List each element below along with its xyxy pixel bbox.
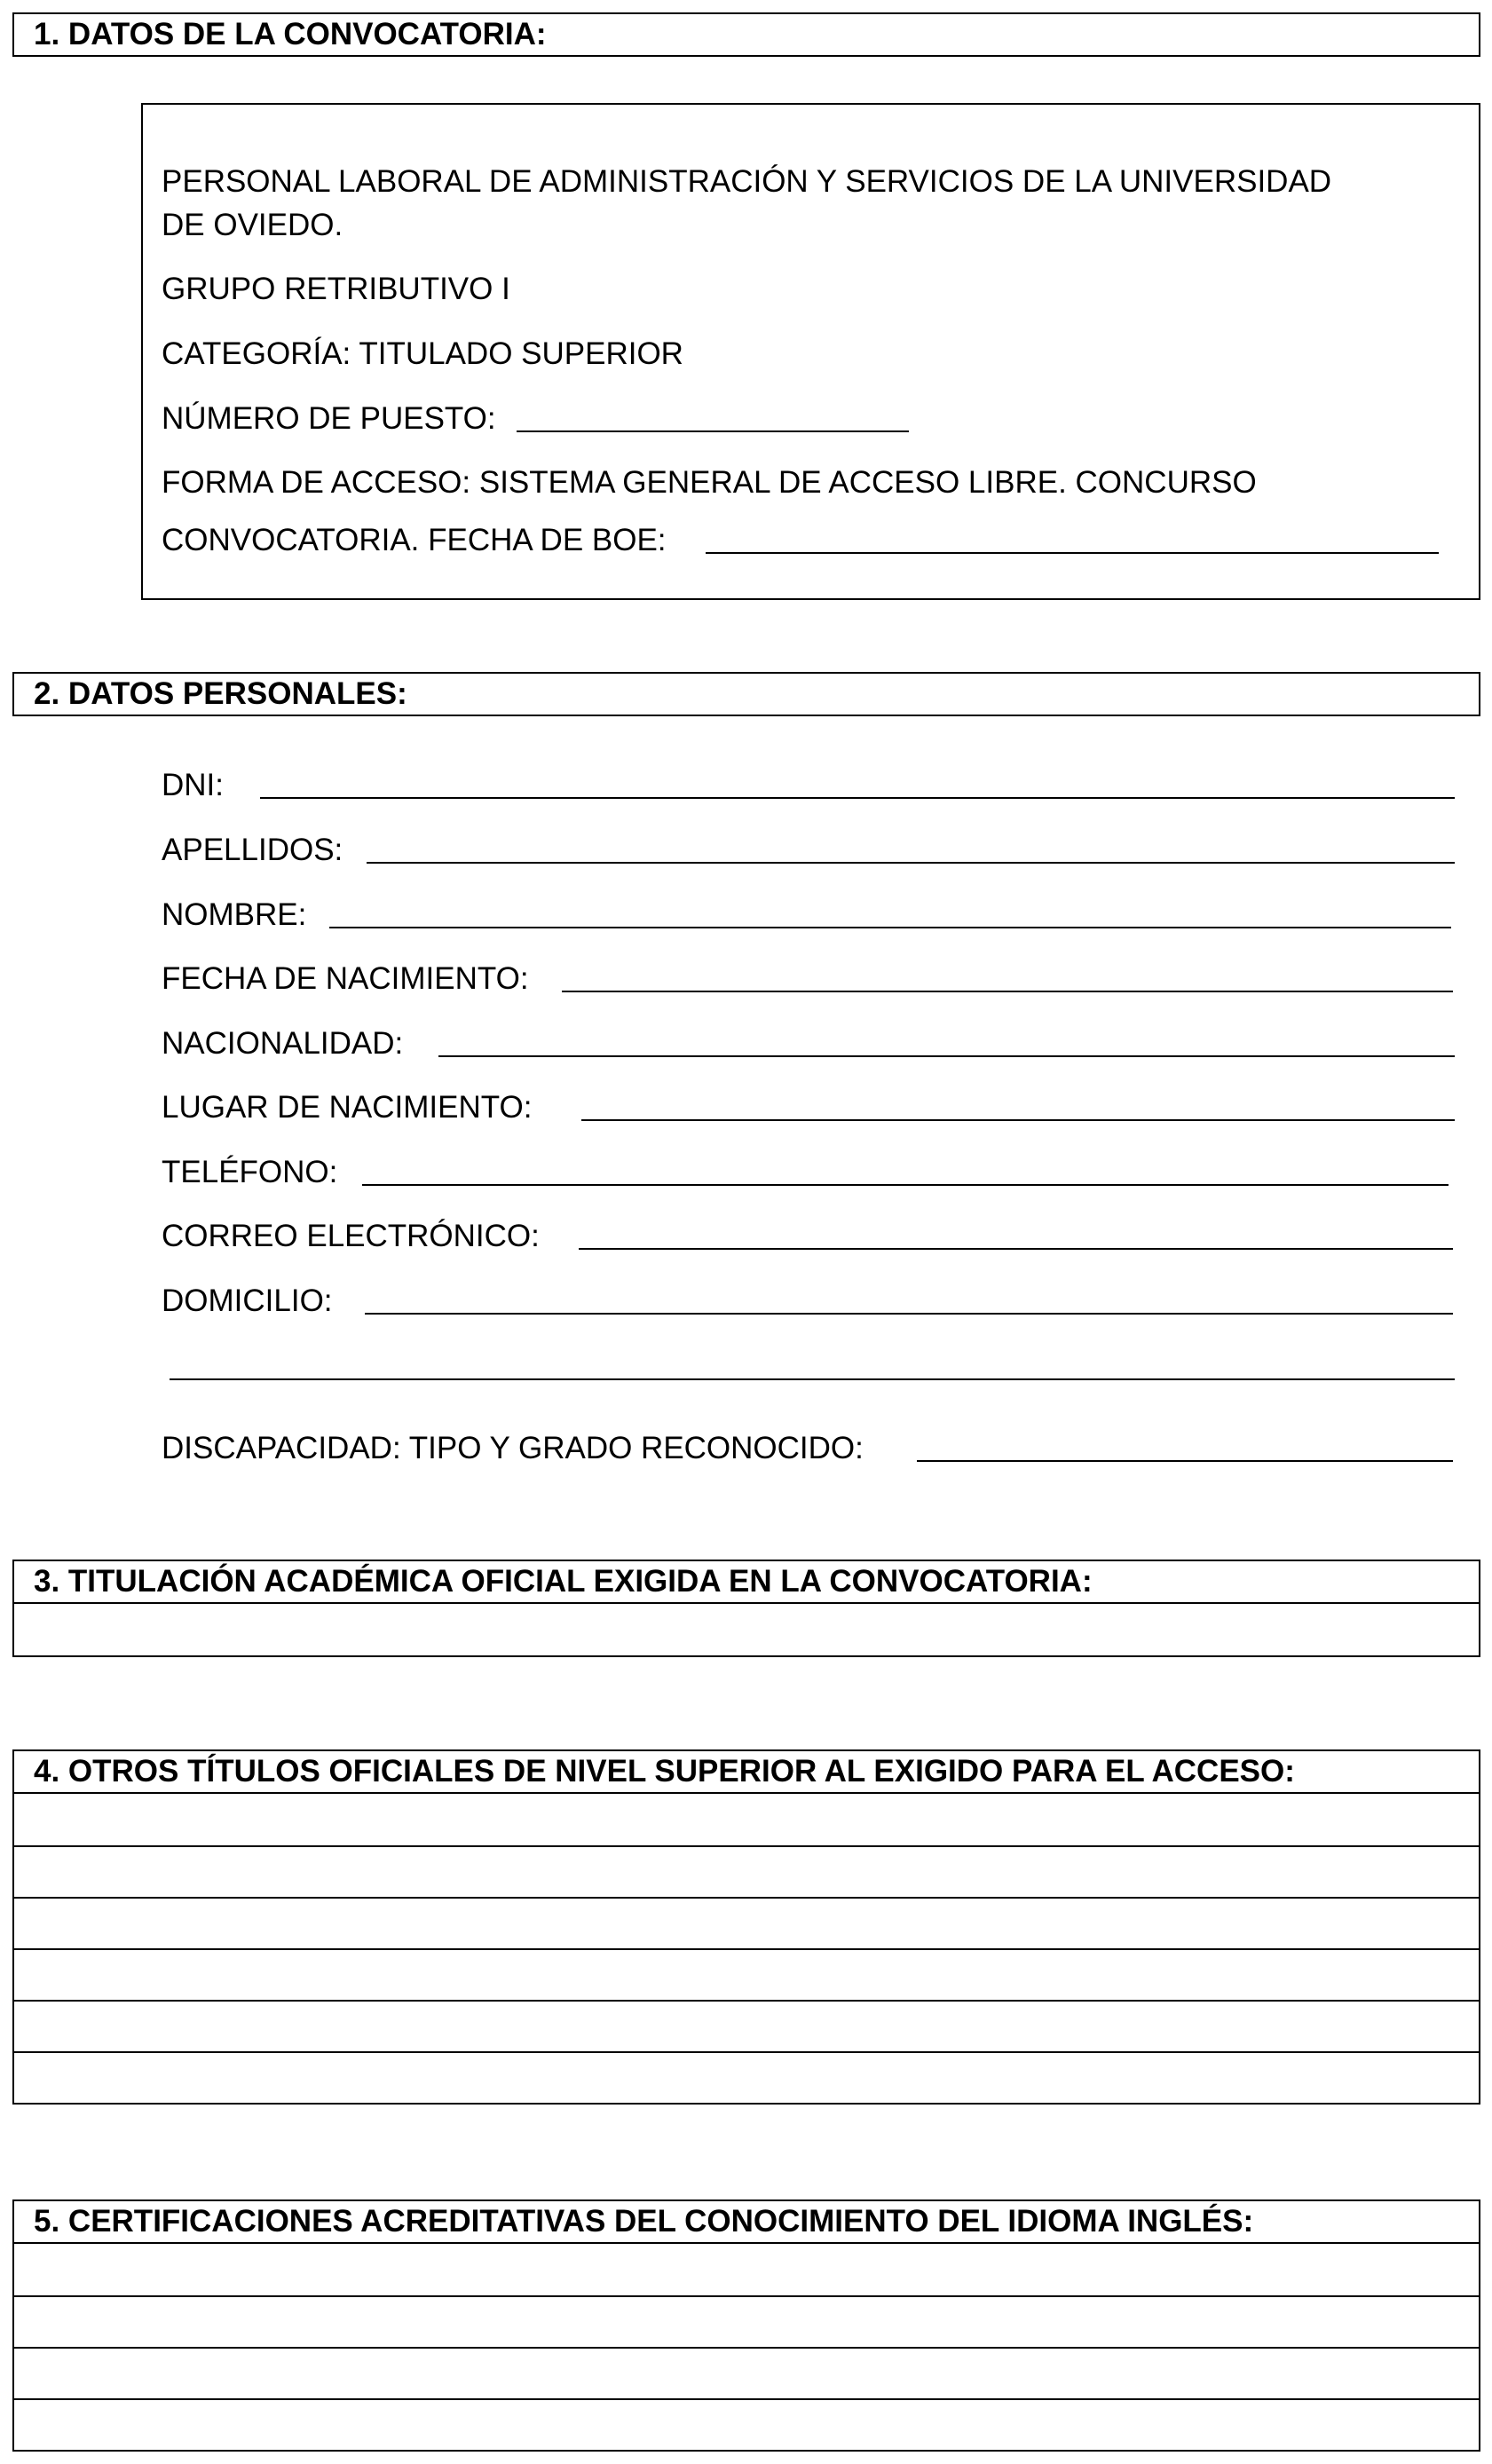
convocatoria-line2: DE OVIEDO.	[162, 208, 343, 242]
numero-puesto-field[interactable]	[517, 430, 909, 432]
nacionalidad-field[interactable]	[438, 1055, 1455, 1057]
telefono-label: TELÉFONO:	[162, 1155, 338, 1189]
section3-header: 3. TITULACIÓN ACADÉMICA OFICIAL EXIGIDA EN LA CONVOCATORIA:	[12, 1560, 1480, 1604]
dni-label: DNI:	[162, 768, 224, 802]
apellidos-field[interactable]	[367, 862, 1455, 864]
certificaciones-row[interactable]	[14, 2398, 1479, 2450]
grupo-retributivo: GRUPO RETRIBUTIVO I	[162, 272, 510, 306]
certificaciones-row[interactable]	[14, 2347, 1479, 2398]
numero-puesto-label: NÚMERO DE PUESTO:	[162, 401, 496, 436]
convocatoria-line1: PERSONAL LABORAL DE ADMINISTRACIÓN Y SERVICIOS DE LA UNIVERSIDAD	[162, 164, 1332, 199]
otros-titulos-row[interactable]	[14, 1897, 1479, 1948]
titulacion-table	[12, 1604, 1480, 1657]
domicilio-field-line2[interactable]	[170, 1378, 1455, 1380]
certificaciones-table	[12, 2244, 1480, 2452]
section2-header: 2. DATOS PERSONALES:	[12, 672, 1480, 716]
certificaciones-row[interactable]	[14, 2295, 1479, 2347]
nombre-field[interactable]	[329, 927, 1451, 928]
section4-header: 4. OTROS TÍTULOS OFICIALES DE NIVEL SUPERIOR AL EXIGIDO PARA EL ACCESO:	[12, 1749, 1480, 1794]
otros-titulos-row[interactable]	[14, 2051, 1479, 2103]
fecha-nacimiento-label: FECHA DE NACIMIENTO:	[162, 961, 529, 996]
otros-titulos-row[interactable]	[14, 2000, 1479, 2051]
fecha-boe-label: CONVOCATORIA. FECHA DE BOE:	[162, 523, 667, 557]
nacionalidad-label: NACIONALIDAD:	[162, 1026, 404, 1061]
apellidos-label: APELLIDOS:	[162, 833, 343, 867]
section5-header: 5. CERTIFICACIONES ACREDITATIVAS DEL CONOCIMIENTO DEL IDIOMA INGLÉS:	[12, 2199, 1480, 2244]
otros-titulos-row[interactable]	[14, 1948, 1479, 2000]
forma-acceso: FORMA DE ACCESO: SISTEMA GENERAL DE ACCESO LIBRE. CONCURSO	[162, 465, 1257, 500]
nombre-label: NOMBRE:	[162, 897, 307, 932]
discapacidad-field[interactable]	[917, 1460, 1453, 1462]
discapacidad-label: DISCAPACIDAD: TIPO Y GRADO RECONOCIDO:	[162, 1431, 864, 1465]
dni-field[interactable]	[260, 797, 1455, 799]
titulacion-row[interactable]	[14, 1604, 1479, 1655]
section1-header: 1. DATOS DE LA CONVOCATORIA:	[12, 12, 1480, 57]
domicilio-label: DOMICILIO:	[162, 1283, 333, 1318]
fecha-boe-field[interactable]	[706, 552, 1439, 554]
otros-titulos-table	[12, 1794, 1480, 2105]
certificaciones-row[interactable]	[14, 2244, 1479, 2295]
lugar-nacimiento-field[interactable]	[581, 1119, 1455, 1121]
correo-field[interactable]	[579, 1248, 1453, 1250]
otros-titulos-row[interactable]	[14, 1794, 1479, 1845]
fecha-nacimiento-field[interactable]	[562, 991, 1453, 992]
telefono-field[interactable]	[362, 1184, 1449, 1186]
lugar-nacimiento-label: LUGAR DE NACIMIENTO:	[162, 1090, 533, 1125]
correo-label: CORREO ELECTRÓNICO:	[162, 1219, 540, 1253]
categoria: CATEGORÍA: TITULADO SUPERIOR	[162, 336, 683, 371]
otros-titulos-row[interactable]	[14, 1845, 1479, 1897]
domicilio-field[interactable]	[365, 1313, 1453, 1315]
